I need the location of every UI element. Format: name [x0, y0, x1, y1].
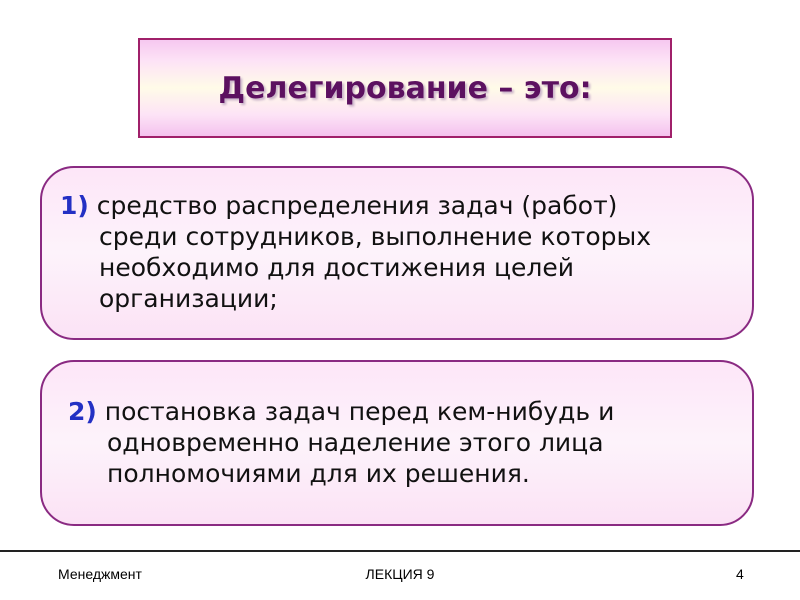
definition-1-line-1-text: средство распределения задач (работ)	[96, 191, 618, 220]
definition-1-line-4: организации;	[99, 284, 278, 313]
definition-2-line-1	[68, 396, 738, 427]
definition-box-1	[40, 166, 754, 340]
slide-title: Делегирование – это:	[218, 70, 592, 106]
definition-text-2	[68, 396, 738, 489]
definition-1-line-3: необходимо для достижения целей	[99, 253, 575, 282]
definition-text-1	[60, 190, 740, 314]
definition-box-2	[40, 360, 754, 526]
title-box	[138, 38, 672, 138]
definition-1-line-2: среди сотрудников, выполнение которых	[99, 222, 652, 251]
definition-2-line-1-text: постановка задач перед кем-нибудь и	[104, 397, 615, 426]
definition-2-line-3: полномочиями для их решения.	[107, 459, 530, 488]
footer-course-name: Менеджмент	[58, 566, 142, 582]
definition-2-line-2: одновременно наделение этого лица	[107, 428, 604, 457]
definition-number-1: 1)	[60, 191, 89, 220]
footer-page-number: 4	[736, 566, 744, 582]
footer-lecture: ЛЕКЦИЯ 9	[365, 566, 435, 582]
definition-1-line-1	[60, 190, 740, 221]
footer-divider	[0, 550, 800, 552]
definition-number-2: 2)	[68, 397, 97, 426]
